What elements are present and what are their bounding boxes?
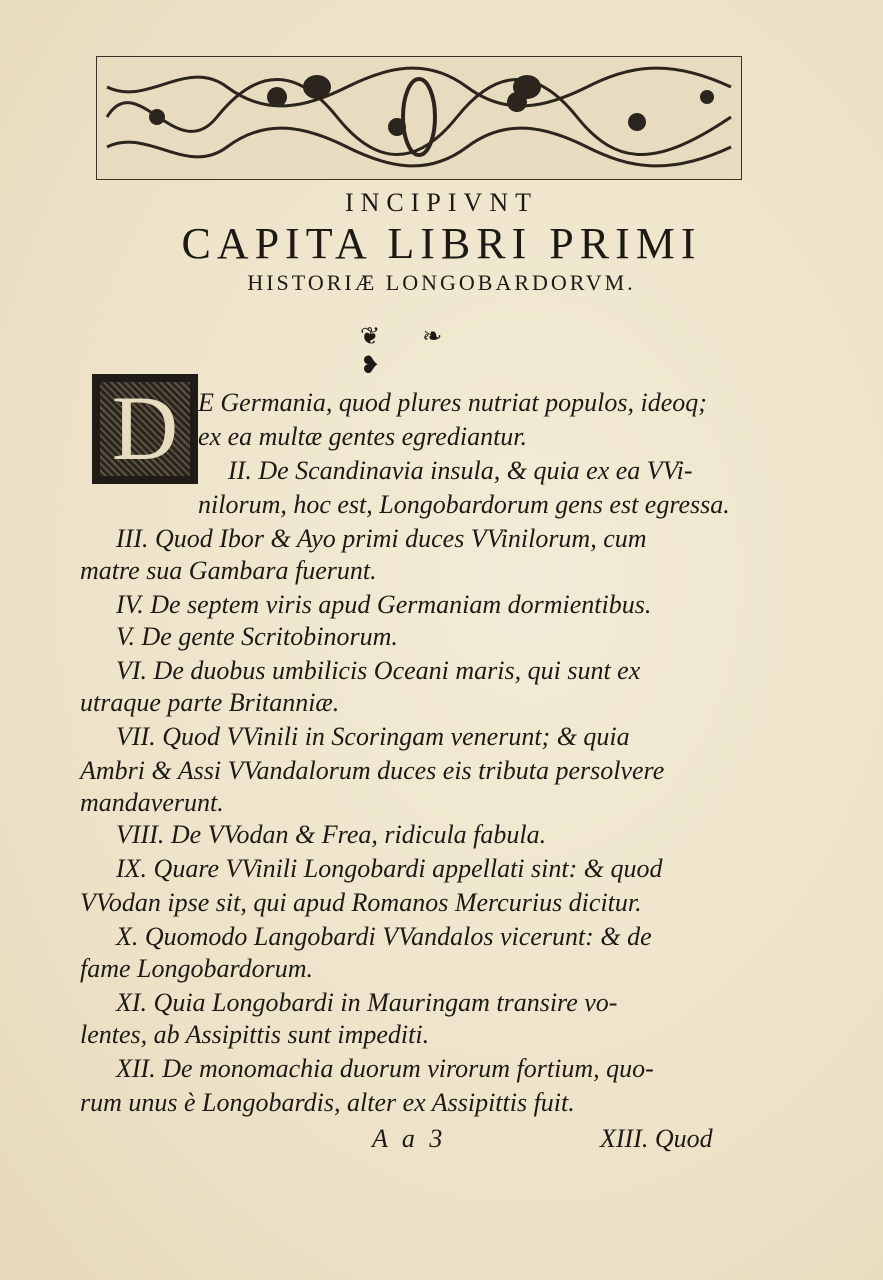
- text-line: fame Longobardorum.: [80, 954, 314, 983]
- text-line: VI. De duobus umbilicis Oceani maris, qui sunt ex: [116, 656, 641, 685]
- signature-mark: A a 3: [372, 1124, 447, 1153]
- text-line: II. De Scandinavia insula, & quia ex ea VVi-: [228, 456, 693, 485]
- text-line: mandaverunt.: [80, 788, 224, 817]
- text-line: utraque parte Britanniæ.: [80, 688, 340, 717]
- text-line: ex ea multæ gentes egrediantur.: [198, 422, 528, 451]
- text-line: XI. Quia Longobardi in Mauringam transire vo-: [116, 988, 618, 1017]
- text-line: VVodan ipse sit, qui apud Romanos Mercurius dicitur.: [80, 888, 642, 917]
- text-line: nilorum, hoc est, Longobardorum gens est egressa.: [198, 490, 730, 519]
- text-line: VIII. De VVodan & Frea, ridicula fabula.: [116, 820, 547, 849]
- text-line: Ambri & Assi VVandalorum duces eis tributa persolvere: [80, 756, 665, 785]
- text-line: rum unus è Longobardis, alter ex Assipittis fuit.: [80, 1088, 575, 1117]
- text-line: VII. Quod VVinili in Scoringam venerunt; & quia: [116, 722, 630, 751]
- text-line: IX. Quare VVinili Longobardi appellati sint: & quod: [116, 854, 663, 883]
- text-line: V. De gente Scritobinorum.: [116, 622, 398, 651]
- text-line: XII. De monomachia duorum virorum fortium, quo-: [116, 1054, 654, 1083]
- heading-capita: CAPITA LIBRI PRIMI: [181, 219, 702, 268]
- heading-incipiunt: INCIPIVNT: [345, 188, 538, 217]
- text-line: matre sua Gambara fuerunt.: [80, 556, 377, 585]
- text-line: E Germania, quod plures nutriat populos, ideoq;: [198, 388, 707, 417]
- heading-historiae: HISTORIÆ LONGOBARDORVM.: [247, 270, 636, 295]
- text-line: X. Quomodo Langobardi VVandalos vicerunt: & de: [116, 922, 652, 951]
- initial-letter: D: [111, 377, 179, 479]
- text-line: lentes, ab Assipittis sunt impediti.: [80, 1020, 430, 1049]
- text-line: IV. De septem viris apud Germaniam dormientibus.: [116, 590, 652, 619]
- text-line: III. Quod Ibor & Ayo primi duces VVinilorum, cum: [116, 524, 647, 553]
- catchword: XIII. Quod: [600, 1124, 713, 1153]
- decorative-headpiece: [96, 56, 742, 180]
- decorated-initial: [92, 374, 198, 484]
- fleuron-ornaments: ❦ ❧ ❥: [360, 324, 461, 379]
